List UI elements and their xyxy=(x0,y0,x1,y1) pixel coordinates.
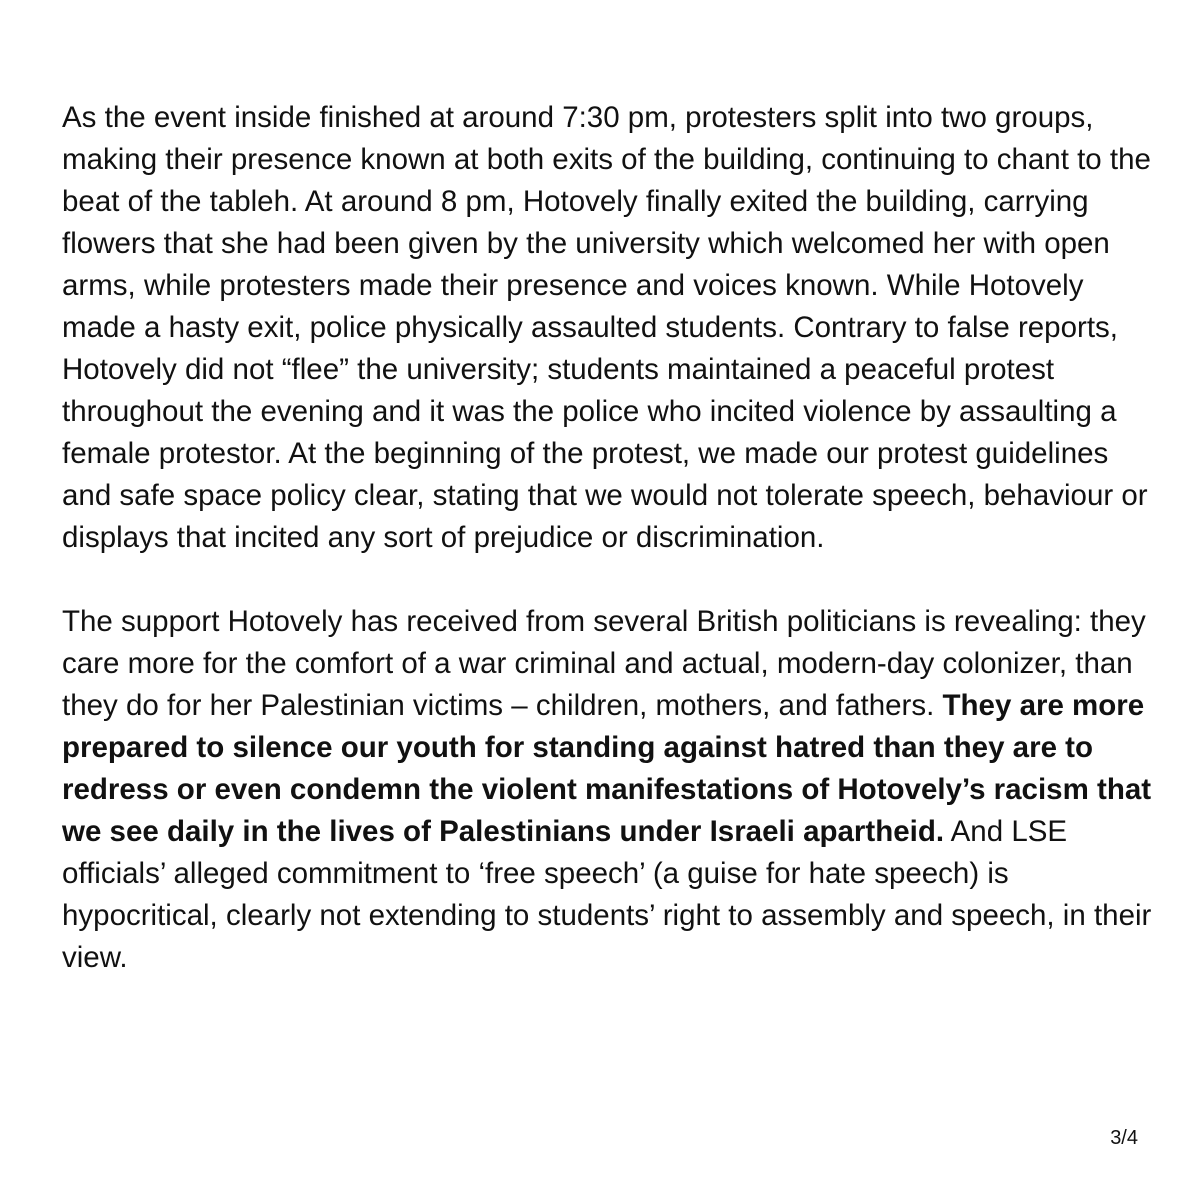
paragraph-outro-text: And LSE officials’ alleged commitment to ‘free speech’ (a guise for hate speech) is hypocritical, clearly not extending to students’ right to assembly and speech, in their view. xyxy=(62,815,1152,974)
paragraph-intro-text: The support Hotovely has received from several British politicians is revealing: they care more for the comfort of a war criminal and actual, modern-day colonizer, than they do for her Palestinian victims – children, mothers, and fathers. xyxy=(62,605,1146,722)
page-number: 3/4 xyxy=(1110,1127,1138,1149)
paragraph-political-support xyxy=(62,601,1152,979)
article-body xyxy=(62,97,1152,979)
paragraph-emphasis-text: They are more prepared to silence our youth for standing against hatred than they are to redress or even condemn the violent manifestations of Hotovely’s racism that we see daily in the lives of Palestinians under Israeli apartheid. xyxy=(62,689,1152,848)
paragraph-event-exit: As the event inside finished at around 7:30 pm, protesters split into two groups, making their presence known at both exits of the building, continuing to chant to the beat of the tableh. At around 8 pm, Hotovely finally exited the building, carrying flowers that she had been given by the university which welcomed her with open arms, while protesters made their presence and voices known. While Hotovely made a hasty exit, police physically assaulted students. Contrary to false reports, Hotovely did not “flee” the university; students maintained a peaceful protest throughout the evening and it was the police who incited violence by assaulting a female protestor. At the beginning of the protest, we made our protest guidelines and safe space policy clear, stating that we would not tolerate speech, behaviour or displays that incited any sort of prejudice or discrimination. xyxy=(62,101,1151,554)
